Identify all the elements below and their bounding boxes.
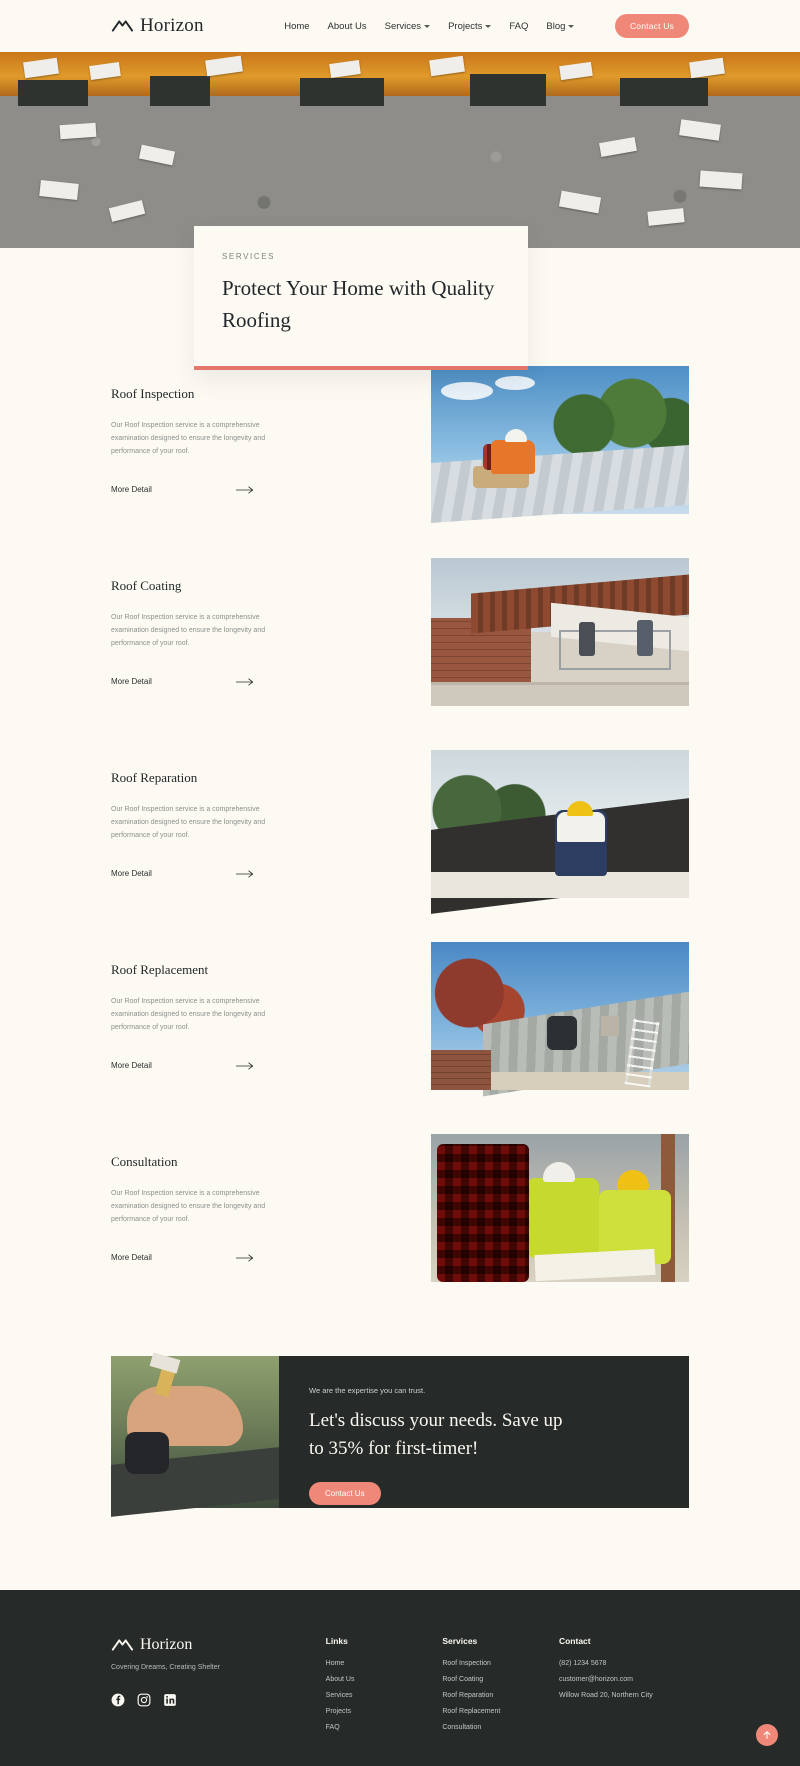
more-detail-label: More Detail xyxy=(111,677,152,687)
footer-brand-column xyxy=(111,1636,301,1740)
site-header xyxy=(0,0,800,52)
instagram-icon[interactable] xyxy=(137,1693,151,1707)
roof-fascia xyxy=(471,1072,689,1090)
service-title: Roof Inspection xyxy=(111,386,195,401)
roof-replacement-photo xyxy=(431,942,689,1090)
safety-vest xyxy=(527,1178,599,1258)
promo-contact-us-button[interactable]: Contact Us xyxy=(309,1482,381,1505)
social-links xyxy=(111,1693,301,1707)
service-description: Our Roof Inspection service is a comprehensive examination designed to ensure the longevity and performance of your roof. xyxy=(111,806,266,839)
arrow-right-icon xyxy=(236,677,256,687)
work-glove xyxy=(125,1432,169,1474)
balcony-rail xyxy=(431,682,689,706)
service-text-block xyxy=(111,750,321,879)
hero-aerial-roof-photo xyxy=(0,52,800,248)
nav-label: About Us xyxy=(327,20,367,32)
worker xyxy=(579,622,595,656)
nav-item-home[interactable] xyxy=(284,21,309,32)
chevron-down-icon xyxy=(485,25,491,28)
tree-line xyxy=(539,378,689,456)
footer-link-about-us[interactable]: About Us xyxy=(325,1676,355,1683)
facebook-icon[interactable] xyxy=(111,1693,125,1707)
more-detail-link-consultation[interactable] xyxy=(111,1253,256,1263)
footer-link-home[interactable]: Home xyxy=(325,1660,345,1667)
service-description: Our Roof Inspection service is a comprehensive examination designed to ensure the longevity and performance of your roof. xyxy=(111,614,266,647)
consultation-photo xyxy=(431,1134,689,1282)
roof-patch xyxy=(150,76,210,106)
shingle-bundle xyxy=(60,123,97,139)
footer-service-roof-reparation[interactable]: Roof Reparation xyxy=(442,1692,494,1699)
nav-item-projects[interactable] xyxy=(448,21,491,32)
hero-section xyxy=(0,52,800,332)
service-title: Roof Coating xyxy=(111,578,182,593)
promo-banner xyxy=(111,1356,689,1508)
service-text-block xyxy=(111,366,321,495)
arrow-up-icon xyxy=(762,1730,772,1740)
roof-patch xyxy=(620,78,708,106)
arrow-right-icon xyxy=(236,1061,256,1071)
plaid-shirt-worker xyxy=(437,1144,529,1282)
chevron-down-icon xyxy=(568,25,574,28)
hero-eyebrow: SERVICES xyxy=(222,252,276,261)
roof-patch xyxy=(18,80,88,106)
service-description: Our Roof Inspection service is a comprehensive examination designed to ensure the longevity and performance of your roof. xyxy=(111,422,266,455)
header-inner xyxy=(111,14,689,38)
service-row xyxy=(111,366,689,514)
more-detail-link-roof-coating[interactable] xyxy=(111,677,256,687)
service-text-block xyxy=(111,1134,321,1263)
nav-item-faq[interactable] xyxy=(509,21,528,32)
nav-item-blog[interactable] xyxy=(546,21,574,32)
roof-reparation-photo xyxy=(431,750,689,898)
scaffolding xyxy=(559,630,671,670)
services-list xyxy=(0,248,800,1282)
footer-service-roof-coating[interactable]: Roof Coating xyxy=(442,1676,484,1683)
safety-vest xyxy=(491,440,535,474)
footer-email[interactable]: customer@horizon.com xyxy=(558,1676,633,1683)
service-description: Our Roof Inspection service is a comprehensive examination designed to ensure the longevity and performance of your roof. xyxy=(111,1190,266,1223)
footer-column-title: Contact xyxy=(558,1636,591,1646)
service-text-block xyxy=(111,942,321,1071)
more-detail-link-roof-replacement[interactable] xyxy=(111,1061,256,1071)
service-text-block xyxy=(111,558,321,687)
more-detail-label: More Detail xyxy=(111,485,152,495)
footer-brand-logo[interactable] xyxy=(111,1636,301,1654)
nav-label: Services xyxy=(384,20,422,32)
footer-tagline: Covering Dreams, Creating Shelter xyxy=(111,1664,220,1671)
footer-service-roof-inspection[interactable]: Roof Inspection xyxy=(442,1660,491,1667)
site-footer xyxy=(0,1590,800,1766)
mountain-logo-icon xyxy=(111,1637,133,1653)
footer-services-column xyxy=(442,1636,534,1740)
service-row xyxy=(111,750,689,898)
footer-inner xyxy=(111,1636,689,1740)
mountain-logo-icon xyxy=(111,18,133,34)
service-title: Roof Replacement xyxy=(111,962,209,977)
arrow-right-icon xyxy=(236,1253,256,1263)
brand-name: Horizon xyxy=(140,15,204,36)
service-title: Consultation xyxy=(111,1154,178,1169)
promo-title: Let's discuss your needs. Save up to 35% for first-timer! xyxy=(309,1410,563,1459)
hero-title-card xyxy=(194,226,528,370)
service-title: Roof Reparation xyxy=(111,770,198,785)
arrow-right-icon xyxy=(236,869,256,879)
more-detail-label: More Detail xyxy=(111,1061,152,1071)
brick-wall xyxy=(431,1050,491,1090)
service-row xyxy=(111,1134,689,1282)
worker xyxy=(637,620,653,656)
footer-column-title: Links xyxy=(325,1636,348,1646)
page-title: Protect Your Home with Quality Roofing xyxy=(222,276,495,332)
nav-item-services[interactable] xyxy=(385,21,430,32)
more-detail-label: More Detail xyxy=(111,869,152,879)
footer-address: Willow Road 20, Northern City xyxy=(558,1692,653,1699)
nav-label: Blog xyxy=(546,20,566,32)
nav-label: FAQ xyxy=(509,20,529,32)
nav-label: Projects xyxy=(448,20,483,32)
service-row xyxy=(111,558,689,706)
service-description: Our Roof Inspection service is a comprehensive examination designed to ensure the longevity and performance of your roof. xyxy=(111,998,266,1031)
scroll-to-top-button[interactable] xyxy=(756,1724,778,1746)
main-nav xyxy=(284,21,574,32)
promo-kicker: We are the expertise you can trust. xyxy=(309,1386,426,1395)
roof-patch xyxy=(300,78,384,106)
shingle-bundle xyxy=(699,171,742,190)
chimney xyxy=(601,1016,619,1036)
footer-brand-name: Horizon xyxy=(140,1636,193,1653)
linkedin-icon[interactable] xyxy=(163,1693,177,1707)
footer-service-consultation[interactable]: Consultation xyxy=(442,1724,482,1731)
footer-phone[interactable]: (82) 1234 5678 xyxy=(558,1660,607,1667)
worker-shirt xyxy=(557,812,605,842)
roof-patch xyxy=(470,74,546,106)
footer-links-column xyxy=(326,1636,418,1740)
more-detail-link-roof-inspection[interactable] xyxy=(111,485,256,495)
service-row xyxy=(111,942,689,1090)
more-detail-link-roof-reparation[interactable] xyxy=(111,869,256,879)
brand-logo[interactable] xyxy=(111,15,204,37)
nav-item-about-us[interactable] xyxy=(328,21,367,32)
header-contact-us-button[interactable]: Contact Us xyxy=(615,14,689,38)
roof-coating-photo xyxy=(431,558,689,706)
hammer-worker-photo xyxy=(111,1356,279,1508)
footer-link-faq[interactable]: FAQ xyxy=(325,1724,340,1731)
promo-text-block xyxy=(279,1356,689,1508)
cloud xyxy=(495,376,535,390)
footer-service-roof-replacement[interactable]: Roof Replacement xyxy=(442,1708,501,1715)
cloud xyxy=(441,382,493,400)
chevron-down-icon xyxy=(424,25,430,28)
more-detail-label: More Detail xyxy=(111,1253,152,1263)
nav-label: Home xyxy=(284,20,310,32)
arrow-right-icon xyxy=(236,485,256,495)
footer-link-projects[interactable]: Projects xyxy=(325,1708,351,1715)
footer-contact-column xyxy=(559,1636,689,1740)
footer-link-services[interactable]: Services xyxy=(325,1692,353,1699)
roof-inspection-photo xyxy=(431,366,689,514)
footer-column-title: Services xyxy=(442,1636,478,1646)
worker xyxy=(547,1016,577,1050)
